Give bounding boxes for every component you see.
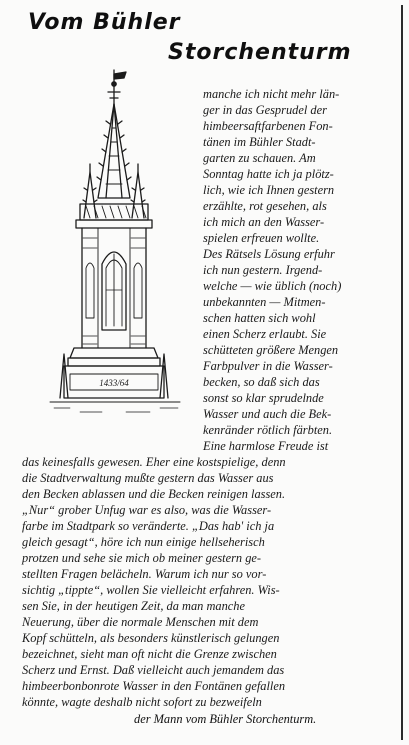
text-line: sen Sie, in der heutigen Zeit, da man manche — [22, 599, 245, 613]
text-line: kenränder rötlich färbten. — [203, 423, 333, 437]
text-line: ich mich an den Wasser- — [203, 215, 325, 229]
text-line: schen hatten sich wohl — [203, 311, 316, 325]
text-line: erzählte, rot gesehen, als — [203, 199, 327, 213]
text-line: Neuerung, über die normale Menschen mit dem — [22, 615, 259, 629]
text-line: schütteten größere Mengen — [203, 343, 339, 357]
text-line: himbeerbonbonrote Wasser in den Fontänen gefallen — [22, 679, 286, 693]
text-line: unbekannten — Mitmen- — [203, 295, 326, 309]
text-line: „Nur“ grober Unfug war es also, was die Wasser- — [22, 503, 272, 517]
text-line: tänen im Bühler Stadt- — [203, 135, 316, 149]
headline-line-1: Vom Bühler — [28, 10, 181, 35]
text-line: Farbpulver in die Wasser- — [203, 359, 333, 373]
text-line: manche ich nicht mehr län- — [203, 87, 340, 101]
text-line: gleich gesagt“, höre ich nun einige hellseherisch — [22, 535, 265, 549]
text-line: Wasser und auch die Bek- — [203, 407, 332, 421]
tower-inscription: 1433/64 — [99, 378, 129, 388]
text-line: ich nun gestern. Irgend- — [203, 263, 323, 277]
text-line: stellten Fragen belächeln. Warum ich nur so vor- — [22, 567, 267, 581]
headline-line-2: Storchenturm — [168, 40, 352, 65]
text-line: protzen und sehe sie mich ob meiner gestern ge- — [22, 551, 262, 565]
text-line: einen Scherz erlaubt. Sie — [203, 327, 327, 341]
text-line: becken, so daß sich das — [203, 375, 320, 389]
text-line: sonst so klar sprudelnde — [203, 391, 324, 405]
text-line: Eine harmlose Freude ist — [203, 439, 329, 453]
text-line: Kopf schütteln, als besonders künstlerisch gelungen — [22, 631, 280, 645]
text-line: Sonntag hatte ich ja plötz- — [203, 167, 334, 181]
text-line: spielen erfreuen wollte. — [203, 231, 320, 245]
text-line: Scherz und Ernst. Daß vielleicht auch jemandem das — [22, 663, 285, 677]
church-spire-tower-drawing — [40, 68, 200, 428]
text-line: den Becken ablassen und die Becken reinigen lassen. — [22, 487, 286, 501]
text-line: bezeichnet, sieht man oft nicht die Grenze zwischen — [22, 647, 277, 661]
text-line: könnte, wagte deshalb nicht sofort zu bezweifeln — [22, 695, 262, 709]
text-line: welche — wie üblich (noch) — [203, 279, 342, 293]
column-divider — [401, 5, 403, 740]
text-line: lich, wie ich Ihnen gestern — [203, 183, 335, 197]
author-signature: der Mann vom Bühler Storchenturm. — [134, 712, 317, 726]
text-line: die Stadtverwaltung mußte gestern das Wasser aus — [22, 471, 274, 485]
text-line: farbe im Stadtpark so veränderte. „Das hab' ich ja — [22, 519, 275, 533]
text-line: Des Rätsels Lösung erfuhr — [203, 247, 335, 261]
text-line: garten zu schauen. Am — [203, 151, 316, 165]
text-line: sichtig „tippte“, wollen Sie vielleicht erfahren. Wis- — [22, 583, 280, 597]
text-line: himbeersaftfarbenen Fon- — [203, 119, 333, 133]
text-line: das keinesfalls gewesen. Eher eine kostspielige, denn — [22, 455, 286, 469]
text-line: ger in das Gesprudel der — [203, 103, 327, 117]
